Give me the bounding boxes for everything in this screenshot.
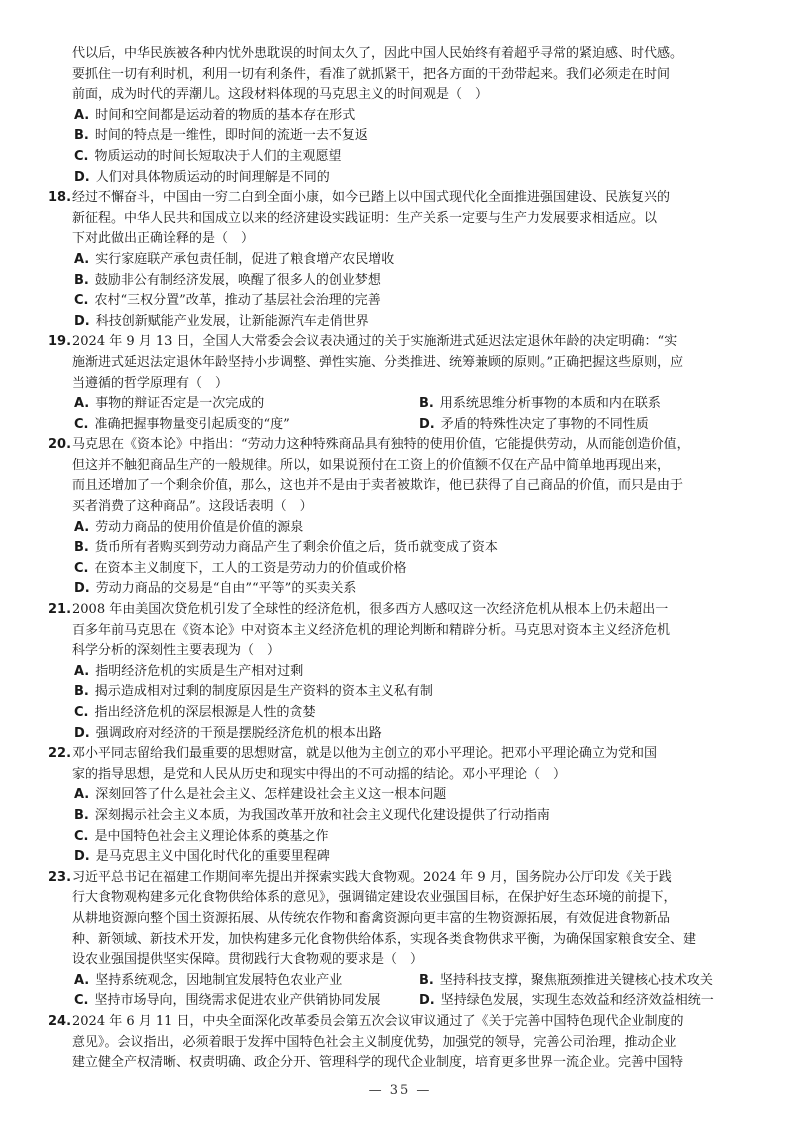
option-a: A. 时间和空间都是运动着的物质的基本存在形式 <box>74 107 356 123</box>
option-a: A. 劳动力商品的使用价值是价值的源泉 <box>74 519 304 535</box>
question-stem-line: 百多年前马克思在《资本论》中对资本主义经济危机的理论判断和精辟分析。马克思对资本主义经济危机 <box>72 622 671 638</box>
option-c: C. 是中国特色社会主义理论体系的奠基之作 <box>74 828 329 844</box>
question-stem-line: 设农业强国提供坚实保障。贯彻践行大食物观的要求是（ ） <box>72 952 424 968</box>
question-stem-line: 经过不懈奋斗，中国由一穷二白到全面小康，如今已踏上以中国式现代化全面推进强国建设、民族复兴的 <box>72 190 671 206</box>
question-stem-line: 前面，成为时代的弄潮儿。这段材料体现的马克思主义的时间观是（ ） <box>72 87 489 103</box>
question-20 <box>48 435 762 600</box>
option-row <box>72 394 762 415</box>
option-d: D. 坚持绿色发展，实现生态效益和经济效益相统一 <box>419 993 714 1009</box>
question-stem-line: 当遵循的哲学原理有（ ） <box>72 375 229 391</box>
option-c: C. 在资本主义制度下，工人的工资是劳动力的价值或价格 <box>74 560 407 576</box>
question-24 <box>48 1012 762 1074</box>
question-stem-line: 行大食物观构建多元化食物供给体系的意见》，强调锚定建设农业强国目标，在保护好生态环境的前提下， <box>72 890 677 906</box>
option-a: A. 实行家庭联产承包责任制，促进了粮食增产农民增收 <box>74 251 395 267</box>
question-stem-line: 意见》。会议指出，必须着眼于发挥中国特色社会主义制度优势，加强党的领导，完善公司治理，推动企业 <box>72 1034 677 1050</box>
option-b: B. 货币所有者购买到劳动力商品产生了剩余价值之后，货币就变成了资本 <box>74 540 498 556</box>
option-c: C. 物质运动的时间长短取决于人们的主观愿望 <box>74 148 342 164</box>
question-17-continued <box>72 44 762 188</box>
page-number: — 35 — <box>368 1083 432 1098</box>
question-number: 20. <box>48 437 72 453</box>
option-b: B. 时间的特点是一维性，即时间的流逝一去不复返 <box>74 128 368 144</box>
option-a: A. 深刻回答了什么是社会主义、怎样建设社会主义这一根本问题 <box>74 787 447 803</box>
option-a: A. 事物的辩证否定是一次完成的 <box>74 396 265 412</box>
question-stem-line: 家的指导思想，是党和人民从历史和现实中得出的不可动摇的结论。邓小平理论（ ） <box>72 766 567 782</box>
option-a: A. 指明经济危机的实质是生产相对过剩 <box>74 663 304 679</box>
question-18 <box>48 188 762 332</box>
option-row <box>72 415 762 436</box>
option-d: D. 矛盾的特殊性决定了事物的不同性质 <box>419 416 649 432</box>
question-stem-line: 种、新领域、新技术开发，加快构建多元化食物供给体系，实现各类食物供求平衡，为确保国家粮食安全、建 <box>72 931 697 947</box>
question-number: 18. <box>48 190 72 206</box>
question-number: 22. <box>48 746 72 762</box>
option-c: C. 坚持市场导向，围绕需求促进农业产供销协同发展 <box>74 993 381 1009</box>
question-stem-line: 习近平总书记在福建工作期间率先提出并探索实践大食物观。2024 年 9 月，国务院办公厅印发《关于践 <box>72 869 672 885</box>
question-stem-line: 2024 年 6 月 11 日，中央全面深化改革委员会第五次会议审议通过了《关于完善中国特色现代企业制度的 <box>72 1013 684 1029</box>
question-stem-line: 施渐进式延迟法定退休年龄坚持小步调整、弹性实施、分类推进、统筹兼顾的原则。”正确把握这些原则，应 <box>72 354 684 370</box>
question-21 <box>48 600 762 744</box>
question-stem-line: 2008 年由美国次贷危机引发了全球性的经济危机，很多西方人感叹这一次经济危机从根本上仍未超出一 <box>72 602 669 618</box>
option-b: B. 坚持科技支撑，聚焦瓶颈推进关键核心技术攻关 <box>419 972 713 988</box>
question-stem-line: 但这并不触犯商品生产的一般规律。所以，如果说预付在工资上的价值额不仅在产品中简单地再现出来， <box>72 457 671 473</box>
question-stem-line: 买者消费了这种商品”。这段话表明（ ） <box>72 499 313 515</box>
option-b: B. 鼓励非公有制经济发展，唤醒了很多人的创业梦想 <box>74 272 381 288</box>
option-d: D. 科技创新赋能产业发展，让新能源汽车走俏世界 <box>74 313 369 329</box>
option-b: B. 用系统思维分析事物的本质和内在联系 <box>419 396 661 412</box>
question-23 <box>48 868 762 1012</box>
question-22 <box>48 744 762 868</box>
exam-page <box>48 44 762 1074</box>
question-19 <box>48 332 762 435</box>
option-c: C. 准确把握事物量变引起质变的“度” <box>74 416 290 432</box>
option-d: D. 强调政府对经济的干预是摆脱经济危机的根本出路 <box>74 725 382 741</box>
question-number: 21. <box>48 602 72 618</box>
option-b: B. 深刻揭示社会主义本质，为我国改革开放和社会主义现代化建设提供了行动指南 <box>74 807 550 823</box>
option-c: C. 农村“三权分置”改革，推动了基层社会治理的完善 <box>74 293 381 309</box>
question-stem-line: 下对此做出正确诠释的是（ ） <box>72 231 255 247</box>
option-c: C. 指出经济危机的深层根源是人性的贪婪 <box>74 705 316 720</box>
question-stem-line: 邓小平同志留给我们最重要的思想财富，就是以他为主创立的邓小平理论。把邓小平理论确立为党和国 <box>72 746 658 762</box>
option-a: A. 坚持系统观念，因地制宜发展特色农业产业 <box>74 972 343 988</box>
question-number: 24. <box>48 1013 72 1029</box>
question-stem-line: 马克思在《资本论》中指出：“劳动力这种特殊商品具有独特的使用价值，它能提供劳动，从而能创造价值， <box>72 437 690 453</box>
question-stem-line: 代以后，中华民族被各种内忧外患耽误的时间太久了，因此中国人民始终有着超乎寻常的紧迫感、时代感。 <box>72 46 684 61</box>
option-d: D. 是马克思主义中国化时代化的重要里程碑 <box>74 849 330 865</box>
option-row <box>72 991 762 1012</box>
question-stem-line: 建立健全产权清晰、权责明确、政企分开、管理科学的现代企业制度，培育更多世界一流企业。完善中国特 <box>72 1055 684 1071</box>
question-stem-line: 从耕地资源向整个国土资源拓展、从传统农作物和畜禽资源向更丰富的生物资源拓展，有效促进食物新品 <box>72 910 671 926</box>
question-number: 23. <box>48 869 72 885</box>
question-stem-line: 2024 年 9 月 13 日，全国人大常委会会议表决通过的关于实施渐进式延迟法定退休年龄的决定明确：“实 <box>72 334 678 350</box>
question-stem-line: 新征程。中华人民共和国成立以来的经济建设实践证明：生产关系一定要与生产力发展要求相适应。以 <box>72 210 658 226</box>
option-row <box>72 971 762 992</box>
question-stem-line: 而且还增加了一个剩余价值，那么，这也并不是由于卖者被欺诈，他已获得了自己商品的价值，而只是由于 <box>72 478 684 494</box>
question-stem-line: 要抓住一切有利时机，利用一切有利条件，看准了就抓紧干，把各方面的干劲带起来。我们必须走在时间 <box>72 66 671 82</box>
option-b: B. 揭示造成相对过剩的制度原因是生产资料的资本主义私有制 <box>74 684 433 700</box>
question-number: 19. <box>48 334 72 350</box>
option-d: D. 劳动力商品的交易是“自由”“平等”的买卖关系 <box>74 581 357 597</box>
question-stem-line: 科学分析的深刻性主要表现为（ ） <box>72 643 281 659</box>
option-d: D. 人们对具体物质运动的时间理解是不同的 <box>74 169 330 185</box>
